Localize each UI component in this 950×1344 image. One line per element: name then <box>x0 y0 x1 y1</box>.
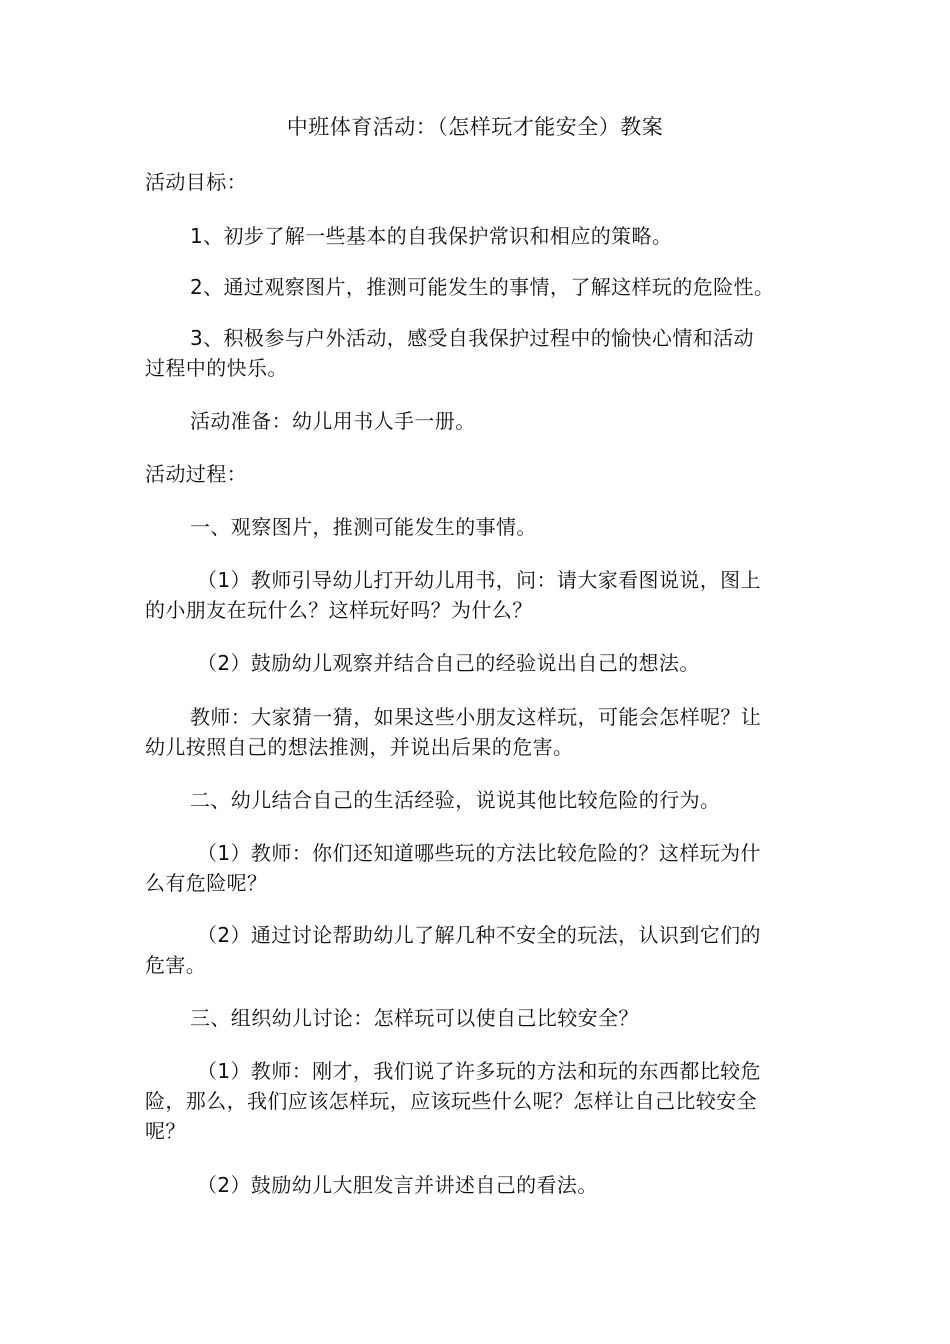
step-2-b-line-2: 危害。 <box>145 953 207 977</box>
step-1-a-line-2: 的小朋友在玩什么？这样玩好吗？为什么？ <box>145 598 533 622</box>
step-3-b: （2）鼓励幼儿大胆发言并讲述自己的看法。 <box>197 1173 598 1197</box>
step-2-b-line-1: （2）通过讨论帮助幼儿了解几种不安全的玩法，认识到它们的 <box>197 923 761 947</box>
step-3-a-line-3: 呢？ <box>145 1119 186 1143</box>
document-title: 中班体育活动：（怎样玩才能安全）教案 <box>286 115 664 139</box>
step-2-a-line-2: 么有危险呢？ <box>145 871 268 895</box>
process-heading: 活动过程： <box>145 462 247 486</box>
goals-heading: 活动目标： <box>145 170 247 194</box>
teacher-1-line-1: 教师：大家猜一猜，如果这些小朋友这样玩，可能会怎样呢？让 <box>190 705 762 729</box>
step-3-a-line-1: （1）教师：刚才，我们说了许多玩的方法和玩的东西都比较危 <box>197 1059 761 1083</box>
preparation: 活动准备：幼儿用书人手一册。 <box>190 409 476 433</box>
step-3: 三、组织幼儿讨论：怎样玩可以使自己比较安全？ <box>190 1006 639 1030</box>
step-1-b: （2）鼓励幼儿观察并结合自己的经验说出自己的想法。 <box>197 651 700 675</box>
goal-1: 1、初步了解一些基本的自我保护常识和相应的策略。 <box>190 224 673 248</box>
goal-3-line-1: 3、积极参与户外活动，感受自我保护过程中的愉快心情和活动 <box>190 326 754 350</box>
goal-3-line-2: 过程中的快乐。 <box>145 356 288 380</box>
step-2: 二、幼儿结合自己的生活经验，说说其他比较危险的行为。 <box>190 788 721 812</box>
goal-2: 2、通过观察图片，推测可能发生的事情，了解这样玩的危险性。 <box>190 275 775 299</box>
step-2-a-line-1: （1）教师：你们还知道哪些玩的方法比较危险的？这样玩为什 <box>197 841 761 865</box>
step-1: 一、观察图片，推测可能发生的事情。 <box>190 515 537 539</box>
teacher-1-line-2: 幼儿按照自己的想法推测，并说出后果的危害。 <box>145 735 574 759</box>
step-1-a-line-1: （1）教师引导幼儿打开幼儿用书，问：请大家看图说说，图上 <box>197 568 761 592</box>
step-3-a-line-2: 险，那么，我们应该怎样玩，应该玩些什么呢？怎样让自己比较安全 <box>145 1089 757 1113</box>
